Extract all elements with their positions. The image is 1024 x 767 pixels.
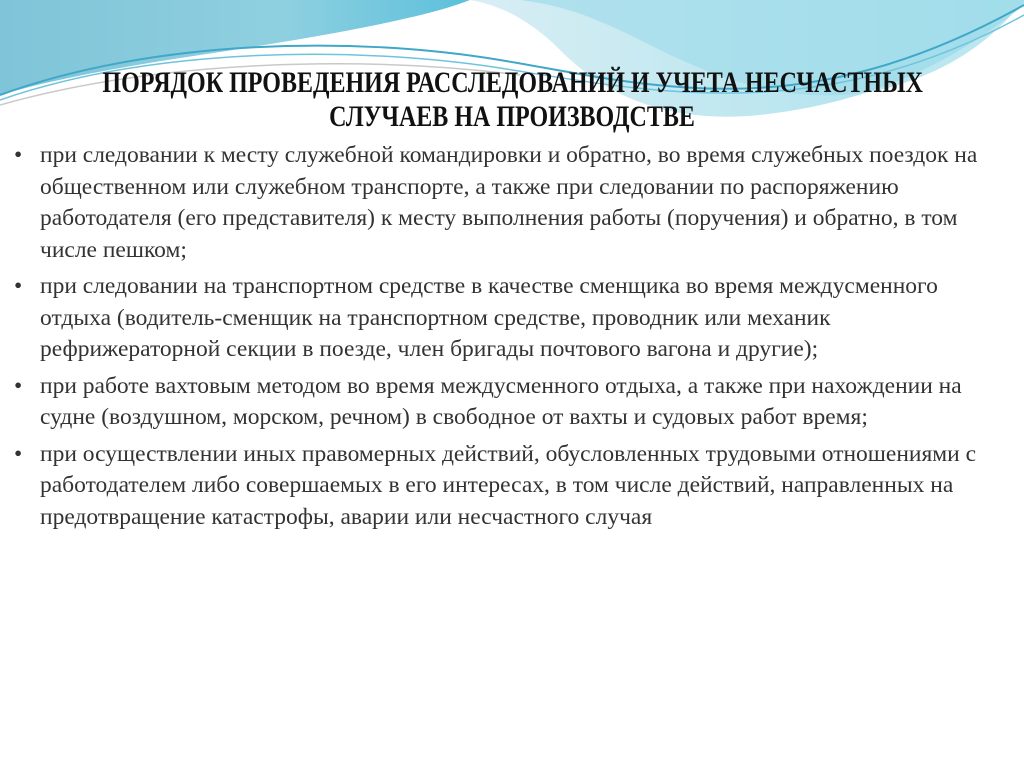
bullet-list — [14, 140, 1014, 538]
bullet-icon: • — [14, 273, 23, 299]
list-item-text: при следовании на транспортном средстве в качестве сменщика во время междусменного отдыха (водитель-сменщик на транспортном средстве, проводник или механик рефрижераторной секции в поезде, член бригады почтового вагона и другие); — [40, 273, 938, 362]
bullet-icon: • — [14, 142, 23, 168]
list-item-text: при следовании к месту служебной командировки и обратно, во время служебных поездок на общественном или служебном транспорте, а также при следовании по распоряжению работодателя (его представителя) к месту выполнения работы (поручения) и обратно, в том числе пешком; — [40, 142, 978, 263]
list-item — [14, 371, 1014, 434]
list-item — [14, 439, 1014, 534]
slide-title — [0, 66, 1024, 134]
slide-title-line-2: СЛУЧАЕВ НА ПРОИЗВОДСТВЕ — [329, 100, 695, 133]
list-item — [14, 140, 1014, 266]
list-item-text: при осуществлении иных правомерных действий, обусловленных трудовыми отношениями с работодателем либо совершаемых в его интересах, в том числе действий, направленных на предотвращение катастрофы, аварии или несчастного случая — [40, 440, 977, 530]
slide-title-line-1: ПОРЯДОК ПРОВЕДЕНИЯ РАССЛЕДОВАНИЙ И УЧЕТА НЕСЧАСТНЫХ — [102, 66, 923, 99]
bullet-icon: • — [14, 372, 23, 399]
list-item — [14, 271, 1014, 366]
bullet-icon: • — [14, 440, 23, 467]
list-item-text: при работе вахтовым методом во время междусменного отдыха, а также при нахождении на судне (воздушном, морском, речном) в свободное от вахты и судовых работ время; — [40, 372, 962, 430]
